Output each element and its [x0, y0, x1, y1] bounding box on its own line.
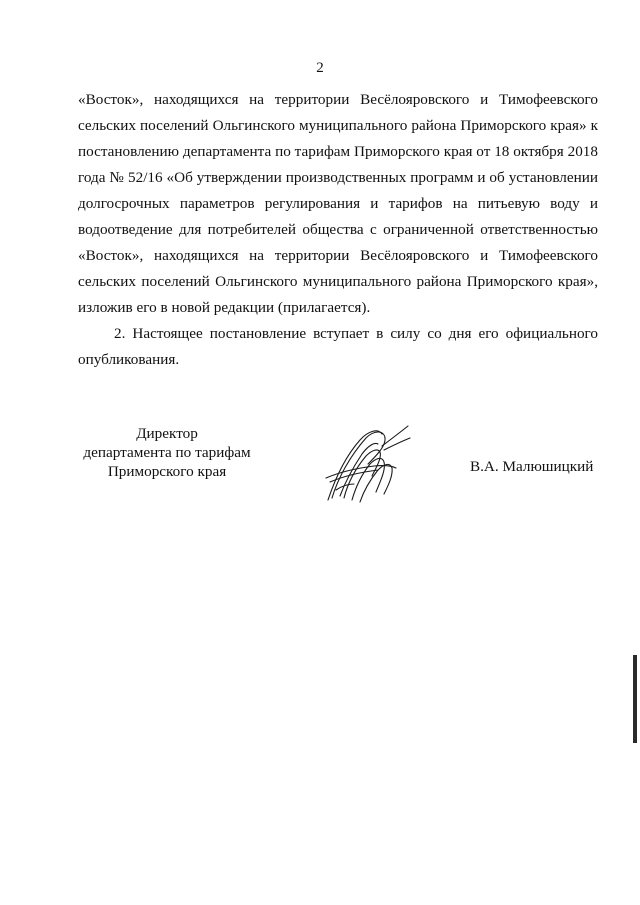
text-line: «Восток», находящихся на территории Весёлояровского и Тимофеевского	[78, 247, 598, 264]
document-body	[78, 87, 598, 373]
paragraph-2-line: опубликования.	[78, 351, 180, 368]
signatory-name: В.А. Малюшицкий	[470, 458, 594, 475]
text-line: года № 52/16 «Об утверждении производственных программ и об установлении	[78, 169, 598, 186]
text-line: долгосрочных параметров регулирования и тарифов на питьевую воду и	[78, 195, 598, 212]
text-line: «Восток», находящихся на территории Весёлояровского и Тимофеевского	[78, 91, 598, 108]
text-line: водоотведение для потребителей общества с ограниченной ответственностью	[78, 221, 598, 238]
text-line: изложив его в новой редакции (прилагается).	[78, 299, 371, 316]
text-line: сельских поселений Ольгинского муниципального района Приморского края» к	[78, 117, 598, 134]
paragraph-2-line: 2. Настоящее постановление вступает в силу со дня его официального	[114, 325, 598, 342]
signatory-title-line: Приморского края	[107, 463, 227, 480]
text-line: сельских поселений Ольгинского муниципального района Приморского края»,	[78, 273, 598, 290]
handwritten-signature	[322, 420, 412, 506]
scan-edge-mark	[633, 655, 637, 743]
signatory-title-line: Директор	[136, 425, 198, 442]
signatory-title-line: департамента по тарифам	[83, 444, 251, 461]
text-line: постановлению департамента по тарифам Приморского края от 18 октября 2018	[78, 143, 598, 160]
page-number: 2	[316, 60, 324, 76]
signatory-title	[72, 424, 262, 481]
